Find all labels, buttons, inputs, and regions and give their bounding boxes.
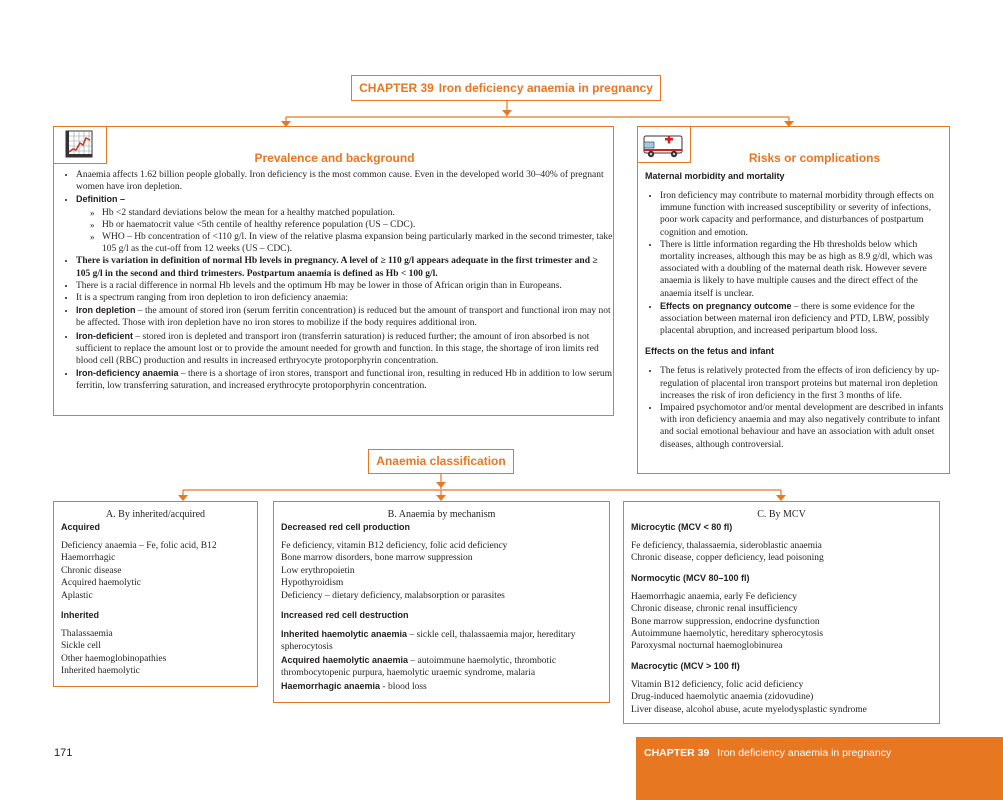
definition-sublist: [76, 207, 614, 256]
chapter-footer-bar: [636, 737, 1003, 800]
sub-item: » Hb <2 standard deviations below the mean for a healthy matched population.: [90, 207, 614, 219]
list-item: [281, 654, 602, 680]
list-item: Fe deficiency, thalassaemia, sideroblastic anaemia: [631, 541, 822, 551]
acquired-list: [61, 540, 250, 602]
list-item: [76, 330, 614, 368]
list-item: Deficiency anaemia – Fe, folic acid, B12: [61, 541, 217, 551]
list-item: Fe deficiency, vitamin B12 deficiency, folic acid deficiency: [281, 541, 508, 551]
classification-title: Anaemia classification: [376, 454, 506, 468]
microcytic-list: [631, 540, 932, 565]
iron-deficient-text: – stored iron is depleted and transport iron (transferrin saturation) is reduced further; the amount of iron absorbed is not sufficient to replace the amount lost or to provide the amount needed for growth and function. In this stage, the shortage of iron limits red blood cell (RBC) production and results in increased erthryocyte protoporphyrin concentration.: [76, 331, 599, 367]
increased-label: Increased red cell destruction: [281, 610, 409, 621]
normocytic-list: [631, 591, 932, 653]
list-item: Autoimmune haemolytic, hereditary spherocytosis: [631, 629, 824, 640]
list-item: [76, 367, 614, 392]
list-item: • There is a racial difference in normal Hb levels and the optimum Hb may be lower in those of African origin than in Europeans.: [76, 280, 614, 292]
list-item: [76, 193, 614, 255]
microcytic-label: Microcytic (MCV < 80 fl): [631, 522, 733, 532]
column-a-heading: A. By inherited/acquired: [105, 509, 206, 520]
column-c-box: [623, 501, 940, 724]
pregnancy-outcome-label: Effects on pregnancy outcome: [660, 300, 792, 311]
list-item: Bone marrow disorders, bone marrow suppression: [281, 553, 473, 564]
list-item: • The fetus is relatively protected from the effects of iron deficiency by up-regulation of placental iron transport proteins but maternal iron depletion increases the risk of iron deficiency in the first 3 months of life.: [660, 365, 945, 402]
sub-item: » WHO – Hb concentration of <110 g/l. In view of the relative plasma expansion being particularly marked in the second trimester, take 105 g/l as the cut-off from 12 weeks (US – CDC).: [90, 231, 614, 255]
chapter-title-box: [351, 75, 661, 101]
list-item: [660, 300, 945, 338]
normocytic-label: Normocytic (MCV 80–100 fl): [631, 572, 750, 583]
risks-content: [645, 170, 945, 451]
classification-title-box: [368, 449, 514, 474]
maternal-list: [645, 190, 945, 337]
definition-label: Definition –: [76, 194, 125, 205]
prevalence-box: [53, 126, 614, 416]
fetus-heading: Effects on the fetus and infant: [645, 346, 775, 357]
iron-depletion-text: – the amount of stored iron (serum ferritin concentration) is reduced but the amount of transport and functional iron may not be affected. Those with iron depletion have no iron stores to mobilize if the body requires additional iron.: [76, 306, 611, 329]
pregnancy-outcome-text: – there is some evidence for the association between maternal iron deficiency and PTD, LBW, possibly placental abruption, and increased peripartum blood loss.: [660, 301, 930, 337]
list-item: Liver disease, alcohol abuse, acute myelodysplastic syndrome: [631, 704, 867, 715]
chapter-label: CHAPTER 39: [359, 81, 434, 95]
prevalence-title: Prevalence and background: [254, 151, 415, 165]
column-b-heading: B. Anaemia by mechanism: [387, 509, 496, 520]
list-item: • Anaemia affects 1.62 billion people globally. Iron deficiency is the most common cause. Even in the developed world 30–40% of pregnant women have iron depletion.: [76, 169, 614, 193]
column-b-box: [273, 501, 610, 703]
decreased-label: Decreased red cell production: [281, 522, 411, 532]
list-item: Sickle cell: [61, 641, 101, 652]
list-item: • It is a spectrum ranging from iron depletion to iron deficiency anaemia:: [76, 292, 614, 304]
list-item: [281, 680, 602, 693]
list-item: Chronic disease: [61, 565, 122, 576]
list-item: [76, 304, 614, 329]
column-a-box: [53, 501, 258, 687]
footer-chapter-title: Iron deficiency anaemia in pregnancy: [717, 747, 892, 759]
inherited-haemolytic-text: – sickle cell, thalassaemia major, hereditary spherocytosis: [281, 630, 576, 653]
list-item: Other haemoglobinopathies: [61, 653, 167, 664]
chapter-title: Iron deficiency anaemia in pregnancy: [438, 81, 653, 95]
acquired-haemolytic-text: – autoimmune haemolytic, thrombotic thrombocytopenic purpura, haemolytic uraemic syndrome, malaria: [281, 655, 557, 679]
macrocytic-list: [631, 679, 932, 716]
haemorrhagic-label: Haemorrhagic anaemia: [281, 680, 381, 691]
list-item: Aplastic: [61, 590, 93, 601]
list-item: Haemorrhagic: [61, 553, 116, 564]
ida-label: Iron-deficiency anaemia: [76, 368, 179, 379]
list-item: Thalassaemia: [61, 629, 113, 640]
list-item: [281, 628, 602, 654]
ida-text: – there is a shortage of iron stores, transport and functional iron, resulting in reduced Hb in addition to low serum ferritin, low transferring saturation, and increased erythrocyte protoporphyrin concentration.: [76, 369, 613, 392]
list-item: Haemorrhagic anaemia, early Fe deficiency: [631, 591, 797, 602]
sub-item: » Hb or haematocrit value <5th centile of healthy reference population (US – CDC).: [90, 219, 614, 231]
maternal-heading: Maternal morbidity and mortality: [645, 171, 785, 181]
list-item: Deficiency – dietary deficiency, malabsorption or parasites: [281, 590, 505, 601]
footer-chapter-label: CHAPTER 39: [644, 747, 710, 759]
iron-deficient-label: Iron-deficient: [76, 330, 134, 341]
list-item: Inherited haemolytic: [61, 666, 140, 677]
list-item: Chronic disease, chronic renal insufficiency: [631, 604, 798, 615]
inherited-list: [61, 628, 250, 678]
list-item: • There is variation in definition of normal Hb levels in pregnancy. A level of ≥ 110 g/l appears adequate in the first trimester and ≥ 105 g/l in the second and third trimesters. Postpartum anaemia is defined as Hb < 100 g/l.: [76, 255, 614, 279]
decreased-list: [281, 540, 602, 602]
list-item: Hypothyroidism: [281, 578, 344, 589]
haemorrhagic-text: - blood loss: [380, 681, 427, 692]
list-item: • Iron deficiency may contribute to maternal morbidity through effects on immune function with increased susceptibility or severity of infections, poor work capacity and performance, and disturbances of postpartum cognition and emotion.: [660, 190, 945, 239]
increased-list: [281, 628, 602, 693]
acquired-label: Acquired: [61, 522, 101, 532]
list-item: Chronic disease, copper deficiency, lead poisoning: [631, 553, 824, 564]
list-item: Bone marrow suppression, endocrine dysfunction: [631, 616, 820, 627]
page-number: 171: [54, 747, 73, 759]
list-item: • There is little information regarding the Hb thresholds below which mortality increases, although this may be as high as 8.9 g/dl, which was associated with a doubling of the maternal death risk. However severe anaemia is likely to have multiple causes and the direct effect of the anaemia itself is unclear.: [660, 239, 945, 300]
risks-box: [637, 126, 950, 474]
list-item: Low erythropoietin: [281, 565, 355, 576]
iron-depletion-label: Iron depletion: [76, 305, 136, 316]
prevalence-list: [54, 169, 614, 393]
list-item: Drug-induced haemolytic anaemia (zidovudine): [631, 692, 814, 703]
inherited-label: Inherited: [61, 610, 100, 621]
list-item: Acquired haemolytic: [61, 578, 141, 589]
acquired-haemolytic-label: Acquired haemolytic anaemia: [281, 654, 409, 665]
fetus-list: [645, 365, 945, 450]
column-c-heading: C. By MCV: [757, 509, 806, 520]
list-item: Vitamin B12 deficiency, folic acid deficiency: [631, 679, 804, 690]
list-item: Paroxysmal nocturnal haemoglobinurea: [631, 641, 783, 652]
macrocytic-label: Macrocytic (MCV > 100 fl): [631, 660, 740, 671]
risks-title: Risks or complications: [748, 151, 881, 165]
list-item: • Impaired psychomotor and/or mental development are described in infants with iron deficiency anaemia and may also negatively contribute to infant and social emotional behaviour and have an association with adult onset diseases, although controversial.: [660, 402, 945, 451]
inherited-haemolytic-label: Inherited haemolytic anaemia: [281, 629, 408, 640]
